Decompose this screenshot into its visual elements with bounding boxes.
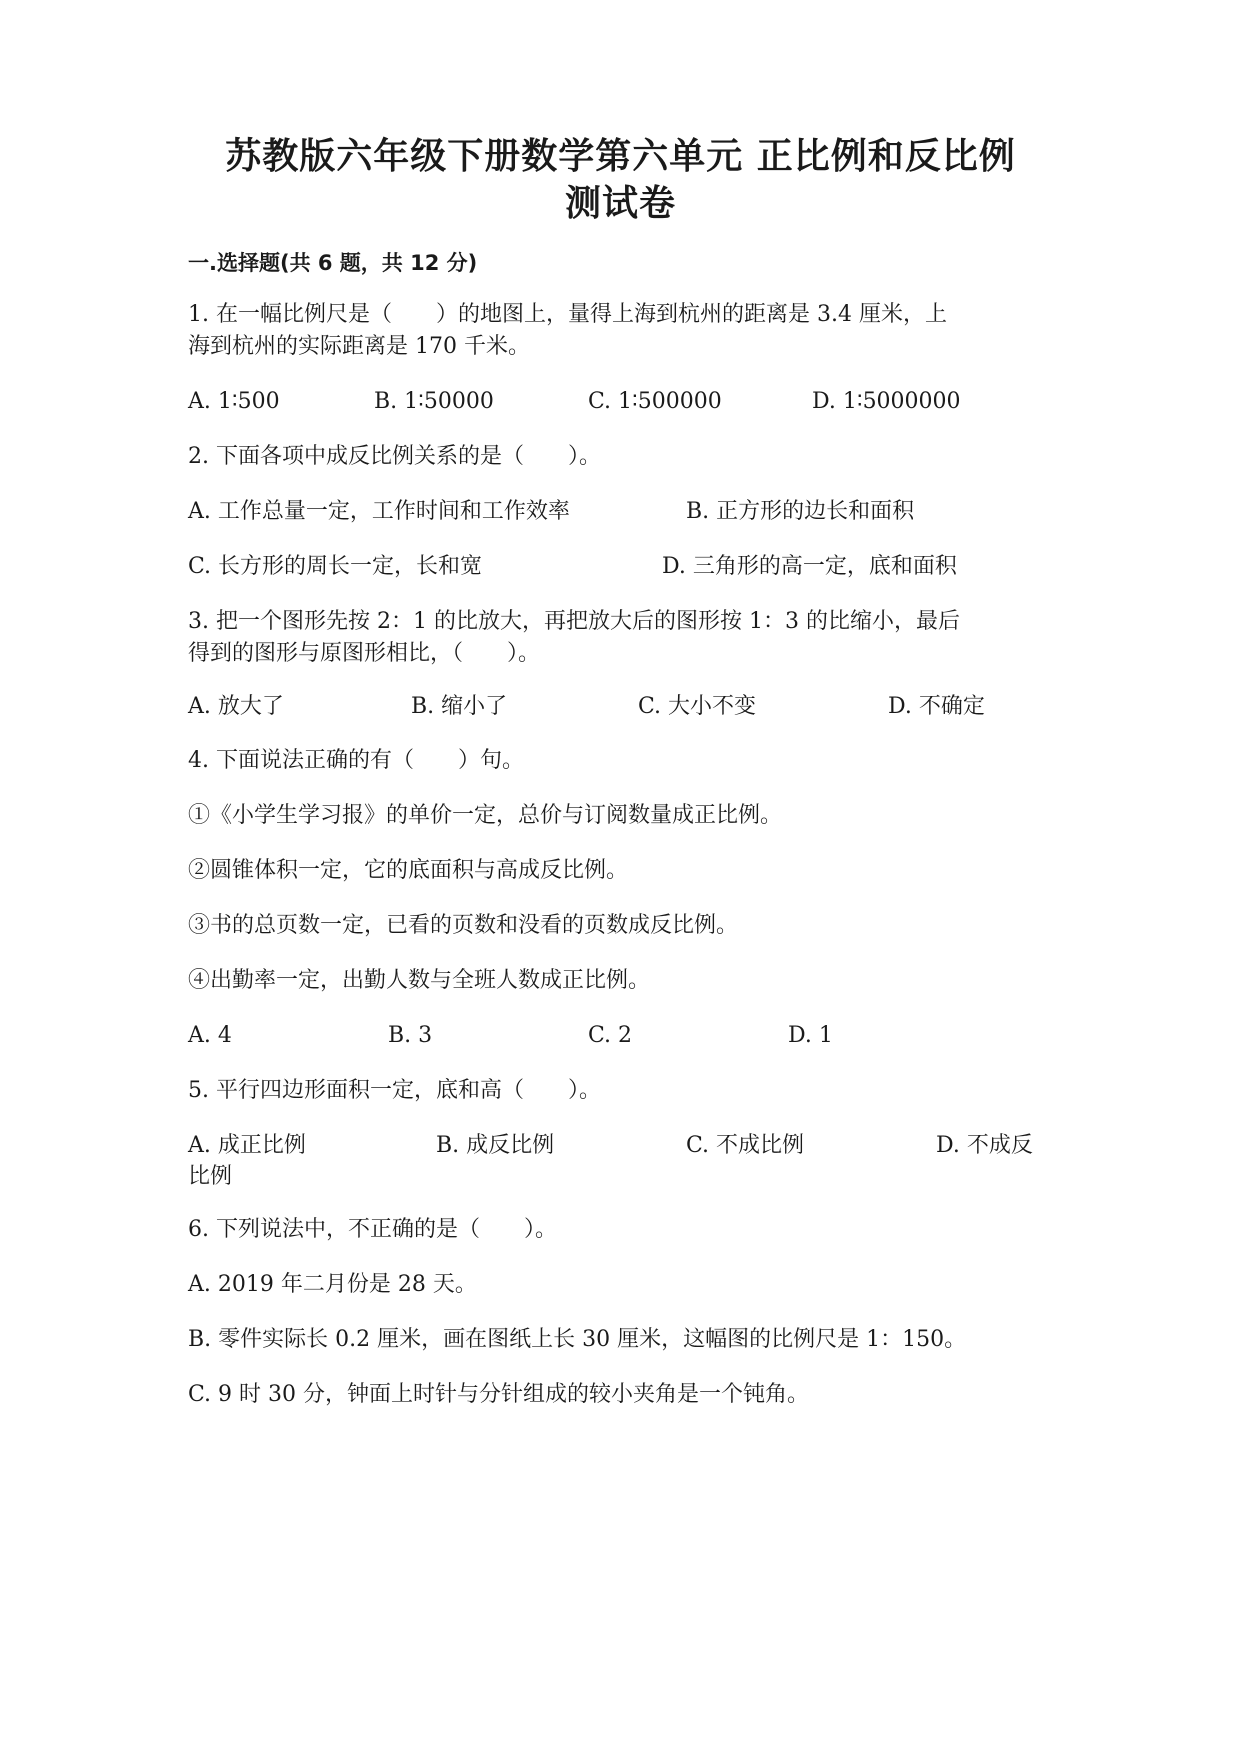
question-2-option-d: D. 三角形的高一定，底和面积 [662,554,957,579]
question-5-option-a: A. 成正比例 [188,1133,306,1158]
question-6-option-a: A. 2019 年二月份是 28 天。 [188,1272,477,1297]
question-5-line-1: 5. 平行四边形面积一定，底和高（ ）。 [188,1078,601,1103]
question-4-statement-4: ④出勤率一定，出勤人数与全班人数成正比例。 [188,968,651,993]
question-2-option-b: B. 正方形的边长和面积 [686,499,915,524]
question-2-line-1: 2. 下面各项中成反比例关系的是（ ）。 [188,444,601,469]
question-6-option-c: C. 9 时 30 分，钟面上时针与分针组成的较小夹角是一个钝角。 [188,1382,810,1407]
question-5-option-c: C. 不成比例 [686,1133,805,1158]
question-4-statement-3: ③书的总页数一定，已看的页数和没看的页数成反比例。 [188,913,739,938]
question-4-statement-2: ②圆锥体积一定，它的底面积与高成反比例。 [188,858,629,883]
question-1-line-2: 海到杭州的实际距离是 170 千米。 [188,334,530,359]
question-6-line-1: 6. 下列说法中，不正确的是（ ）。 [188,1217,557,1242]
question-1-option-c: C. 1∶500000 [588,389,722,414]
question-3-option-a: A. 放大了 [188,694,284,719]
question-2-option-a: A. 工作总量一定，工作时间和工作效率 [188,499,570,524]
question-3-option-c: C. 大小不变 [638,694,757,719]
question-6-option-b: B. 零件实际长 0.2 厘米，画在图纸上长 30 厘米，这幅图的比例尺是 1：150。 [188,1327,967,1352]
question-4-option-b: B. 3 [388,1023,433,1048]
question-3-line-2: 得到的图形与原图形相比，（ ）。 [188,641,541,666]
question-3-option-d: D. 不确定 [888,694,985,719]
question-1-option-a: A. 1∶500 [188,389,280,414]
question-3-option-b: B. 缩小了 [411,694,508,719]
question-4-option-d: D. 1 [788,1023,833,1048]
question-2-option-c: C. 长方形的周长一定，长和宽 [188,554,483,579]
page-title-line-2: 测试卷 [564,183,676,224]
question-5-option-b: B. 成反比例 [436,1133,555,1158]
question-4-option-a: A. 4 [188,1023,232,1048]
page-title-line-1: 苏教版六年级下册数学第六单元 正比例和反比例 [225,136,1016,177]
question-1-line-1: 1. 在一幅比例尺是（ ）的地图上，量得上海到杭州的距离是 3.4 厘米，上 [188,302,947,327]
question-4-line-1: 4. 下面说法正确的有（ ）句。 [188,748,524,773]
question-5-option-d-wrap: 比例 [188,1164,233,1189]
question-4-option-c: C. 2 [588,1023,633,1048]
question-1-option-d: D. 1∶5000000 [812,389,961,414]
section-heading: 一.选择题(共 6 题，共 12 分) [188,251,478,275]
question-3-line-1: 3. 把一个图形先按 2：1 的比放大，再把放大后的图形按 1：3 的比缩小，最后 [188,609,960,634]
question-4-statement-1: ①《小学生学习报》的单价一定，总价与订阅数量成正比例。 [188,803,783,828]
question-1-option-b: B. 1∶50000 [374,389,494,414]
question-5-option-d: D. 不成反 [936,1133,1033,1158]
